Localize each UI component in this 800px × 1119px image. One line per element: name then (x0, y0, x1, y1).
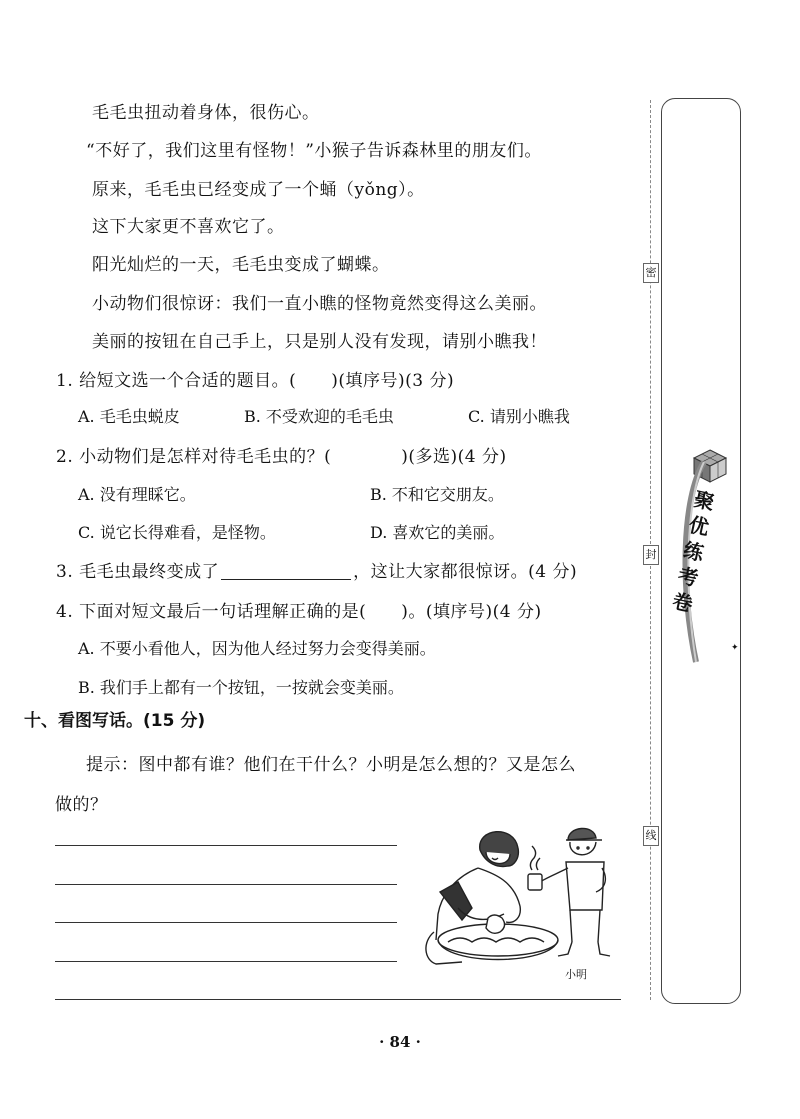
writing-hint-line-2: 做的？ (55, 795, 108, 815)
q1-option-b: B. 不受欢迎的毛毛虫 (244, 407, 394, 426)
question-3 (56, 557, 577, 582)
writing-line[interactable] (55, 884, 397, 885)
seal-mi: 密 (643, 263, 659, 283)
writing-line[interactable] (55, 961, 397, 962)
seal-feng: 封 (643, 545, 659, 565)
story-line-3: 原来，毛毛虫已经变成了一个蛹（yǒng）。 (92, 180, 425, 200)
story-line-2: “不好了，我们这里有怪物！”小猴子告诉森林里的朋友们。 (86, 141, 542, 161)
writing-line[interactable] (55, 845, 397, 846)
question-4: 4. 下面对短文最后一句话理解正确的是( )。(填序号)(4 分) (56, 602, 542, 622)
illustration (418, 822, 626, 992)
q2-option-c: C. 说它长得难看，是怪物。 (78, 523, 276, 542)
star-icon: ✦ (731, 643, 739, 653)
page-number: · 84 · (379, 1033, 421, 1051)
story-line-1: 毛毛虫扭动着身体，很伤心。 (92, 103, 320, 123)
illustration-caption: 小明 (565, 968, 587, 981)
section-10-title: 十、看图写话。(15 分) (24, 711, 206, 731)
story-line-5: 阳光灿烂的一天，毛毛虫变成了蝴蝶。 (92, 255, 390, 275)
q2-option-b: B. 不和它交朋友。 (370, 485, 504, 504)
q2-option-d: D. 喜欢它的美丽。 (370, 523, 505, 542)
seal-xian: 线 (643, 826, 659, 846)
question-2: 2. 小动物们是怎样对待毛毛虫的？( )(多选)(4 分) (56, 447, 507, 467)
writing-line[interactable] (55, 999, 621, 1000)
q4-option-b: B. 我们手上都有一个按钮，一按就会变美丽。 (78, 678, 404, 697)
q1-option-a: A. 毛毛虫蜕皮 (78, 407, 180, 426)
question-1: 1. 给短文选一个合适的题目。( )(填序号)(3 分) (56, 371, 455, 391)
q2-option-a: A. 没有理睬它。 (78, 485, 196, 504)
sidebar-title: 聚优练考卷 (670, 486, 717, 617)
q1-option-c: C. 请别小瞧我 (468, 407, 570, 426)
story-line-4: 这下大家更不喜欢它了。 (92, 217, 285, 237)
q4-option-a: A. 不要小看他人，因为他人经过努力会变得美丽。 (78, 639, 436, 658)
writing-hint-line-1: 提示：图中都有谁？他们在干什么？小明是怎么想的？又是怎么 (86, 755, 576, 775)
story-line-7: 美丽的按钮在自己手上，只是别人没有发现，请别小瞧我！ (92, 332, 547, 352)
writing-line[interactable] (55, 922, 397, 923)
story-line-6: 小动物们很惊讶：我们一直小瞧的怪物竟然变得这么美丽。 (92, 294, 547, 314)
answer-blank[interactable] (221, 563, 351, 580)
q3-text-after: ，这让大家都很惊讶。(4 分) (353, 562, 578, 582)
q3-text-before: 3. 毛毛虫最终变成了 (56, 562, 220, 582)
